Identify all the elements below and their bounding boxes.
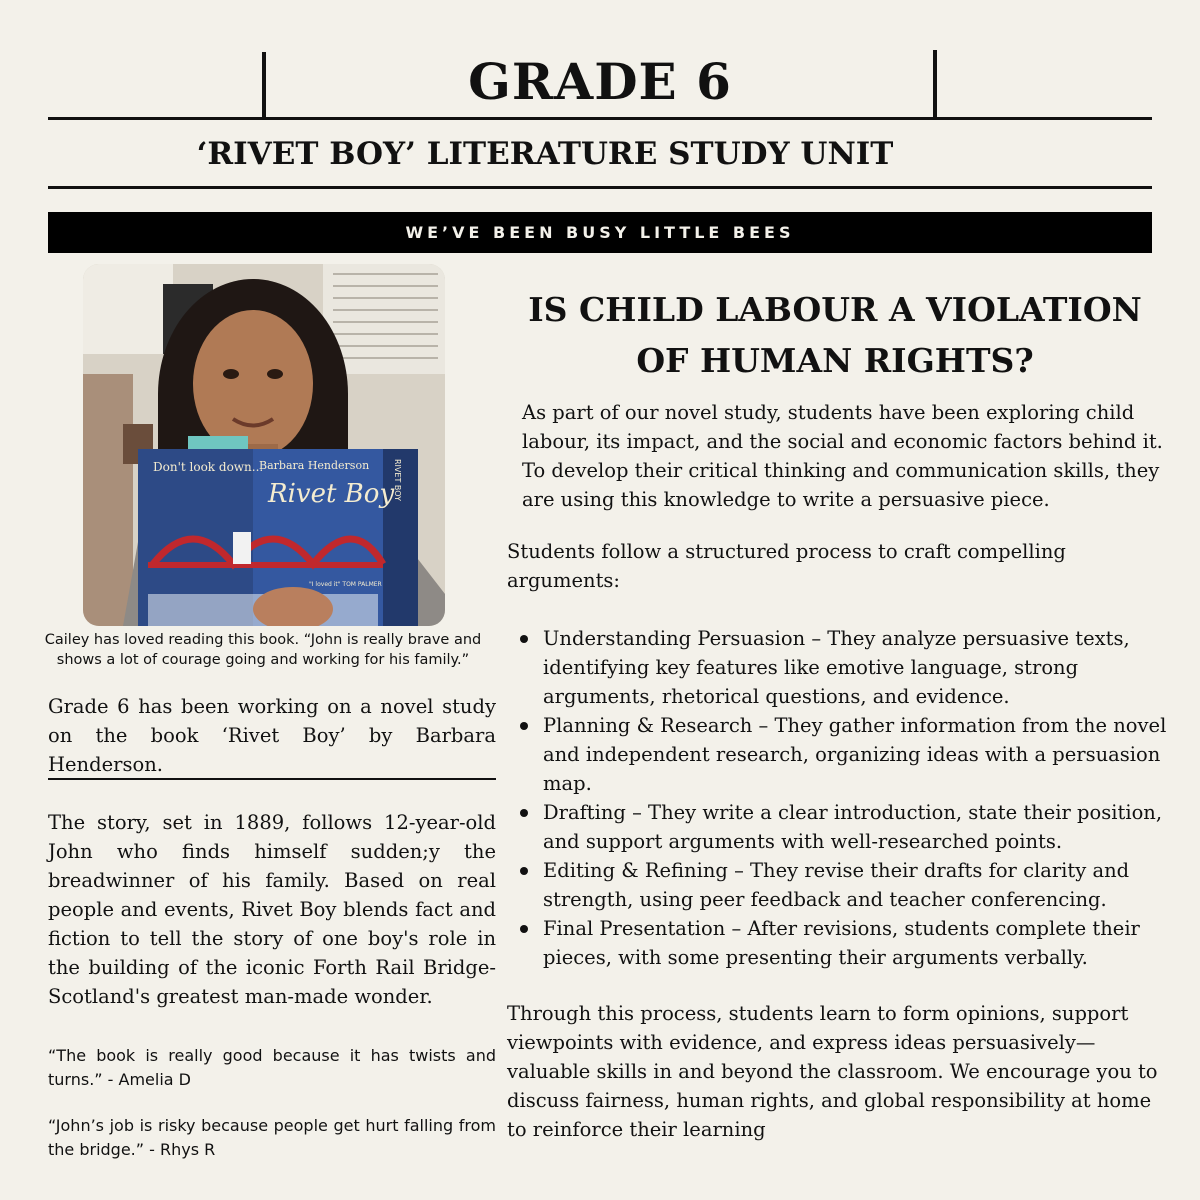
photo-caption: Cailey has loved reading this book. “John is really brave and shows a lot of courage going and working for his family.” (44, 632, 482, 668)
left-divider (48, 778, 496, 780)
student-quote: “John’s job is risky because people get hurt falling from the bridge.” - Rhys R (48, 1116, 496, 1159)
bullet-icon (520, 722, 528, 730)
header-top-divider (48, 117, 1152, 120)
article-intro: As part of our novel study, students have been exploring child labour, its impact, and the social and economic factors behind it. To develop their critical thinking and communication skills, they are using this knowledge to write a persuasive piece. (522, 401, 1163, 511)
headline-line: OF HUMAN RIGHTS? (636, 341, 1034, 380)
process-intro: Students follow a structured process to craft compelling arguments: (507, 540, 1066, 592)
bullet-icon (520, 809, 528, 817)
process-steps-list (507, 624, 1172, 972)
student-photo (83, 264, 445, 626)
bullet-icon (520, 635, 528, 643)
student-photo-illustration (83, 264, 445, 626)
step-text: Final Presentation – After revisions, students complete their pieces, with some presenting their arguments verbally. (543, 917, 1140, 969)
step-text: Understanding Persuasion – They analyze persuasive texts, identifying key features like emotive language, strong arguments, rhetorical questions, and evidence. (543, 627, 1130, 708)
step-text: Editing & Refining – They revise their drafts for clarity and strength, using peer feedback and teacher conferencing. (543, 859, 1130, 911)
banner: WE’VE BEEN BUSY LITTLE BEES (48, 212, 1152, 253)
step-text: Planning & Research – They gather information from the novel and independent research, organizing ideas with a persuasion map. (543, 714, 1167, 795)
intro-paragraph: Grade 6 has been working on a novel study on the book ‘Rivet Boy’ by Barbara Henderson. (48, 695, 496, 776)
article-headline (505, 284, 1165, 386)
bullet-icon (520, 867, 528, 875)
page-title: GRADE 6 (468, 52, 732, 111)
list-item (507, 711, 1172, 798)
student-quote: “The book is really good because it has twists and turns.” - Amelia D (48, 1046, 496, 1089)
list-item (507, 856, 1172, 914)
book-spine: RIVET BOY (393, 459, 402, 501)
closing-paragraph: Through this process, students learn to form opinions, support viewpoints with evidence, and express ideas persuasively—valuable skills in and beyond the classroom. We encourage you to discuss fairness, human rights, and global responsibility at home to reinforce their learning (507, 1002, 1158, 1141)
unit-title: ‘RIVET BOY’ LITERATURE STUDY UNIT (196, 136, 894, 172)
book-tagline: Don't look down... (153, 460, 264, 474)
story-paragraph: The story, set in 1889, follows 12-year-old John who finds himself sudden;y the breadwinner of his family. Based on real people and events, Rivet Boy blends fact and fiction to tell the story of one boy's role in the building of the iconic Forth Rail Bridge- Scotland's greatest man-made wonder. (48, 811, 496, 1008)
list-item (507, 624, 1172, 711)
step-text: Drafting – They write a clear introduction, state their position, and support arguments with well-researched points. (543, 801, 1163, 853)
headline-line: IS CHILD LABOUR A VIOLATION (528, 290, 1142, 329)
book-title: Rivet Boy (268, 479, 395, 509)
book-praise: "I loved it" TOM PALMER (309, 581, 382, 588)
header-bottom-divider (48, 186, 1152, 189)
bullet-icon (520, 925, 528, 933)
book-author: Barbara Henderson (259, 459, 370, 472)
list-item (507, 798, 1172, 856)
list-item (507, 914, 1172, 972)
